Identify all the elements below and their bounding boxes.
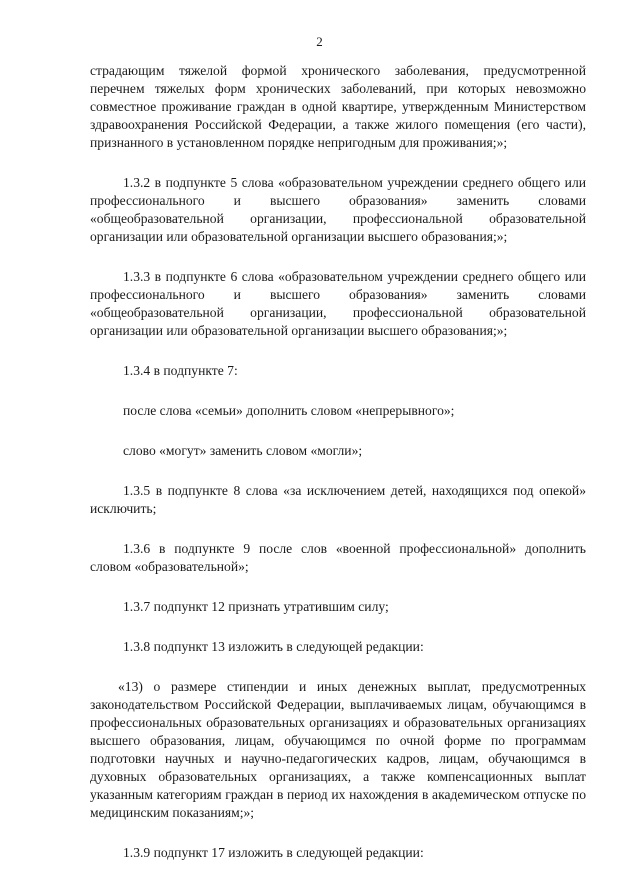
paragraph-continuation: страдающим тяжелой формой хронического заболевания, предусмотренной перечнем тяжелых форм хронических заболеваний, при которых невозможно совместное проживание граждан в одной квартире, утвержденным Министерством здравоохранения Российской Федерации, а также жилого помещения (его части), признанного в установленном порядке непригодным для проживания;»; — [90, 63, 586, 150]
paragraph-1-3-4: 1.3.4 в подпункте 7: — [123, 363, 238, 378]
paragraph-1-3-5: 1.3.5 в подпункте 8 слова «за исключением детей, находящихся под опекой» исключить; — [90, 483, 586, 516]
document-body — [90, 62, 586, 862]
paragraph-1-3-2: 1.3.2 в подпункте 5 слова «образовательном учреждении среднего общего или профессионального и высшего образования» заменить словами «общеобразовательной организации, профессиональной образовательной организации или образовательной организации высшего образования;»; — [90, 175, 586, 244]
page-number: 2 — [316, 34, 323, 49]
paragraph-quote-13: «13) о размере стипендии и иных денежных выплат, предусмотренных законодательством Российской Федерации, выплачиваемых лицам, обучающимся в профессиональных образовательных организациях и образовательных организациях высшего образования, лицам, обучающимся по очной форме по программам подготовки научных и научно-педагогических кадров, лицам, обучающимся в духовных образовательных организациях, а также компенсационных выплат указанным категориям граждан в период их нахождения в академическом отпуске по медицинским показаниям;»; — [90, 679, 586, 820]
paragraph-1-3-3: 1.3.3 в подпункте 6 слова «образовательном учреждении среднего общего или профессионального и высшего образования» заменить словами «общеобразовательной организации, профессиональной образовательной организации или образовательной организации высшего образования;»; — [90, 269, 586, 338]
paragraph-semyi: после слова «семьи» дополнить словом «непрерывного»; — [123, 403, 455, 418]
paragraph-1-3-7: 1.3.7 подпункт 12 признать утратившим силу; — [123, 599, 389, 614]
paragraph-1-3-8: 1.3.8 подпункт 13 изложить в следующей редакции: — [123, 639, 424, 654]
paragraph-mogut: слово «могут» заменить словом «могли»; — [123, 443, 363, 458]
paragraph-1-3-6: 1.3.6 в подпункте 9 после слов «военной профессиональной» дополнить словом «образовательной»; — [90, 541, 586, 574]
paragraph-1-3-9: 1.3.9 подпункт 17 изложить в следующей редакции: — [123, 845, 424, 860]
